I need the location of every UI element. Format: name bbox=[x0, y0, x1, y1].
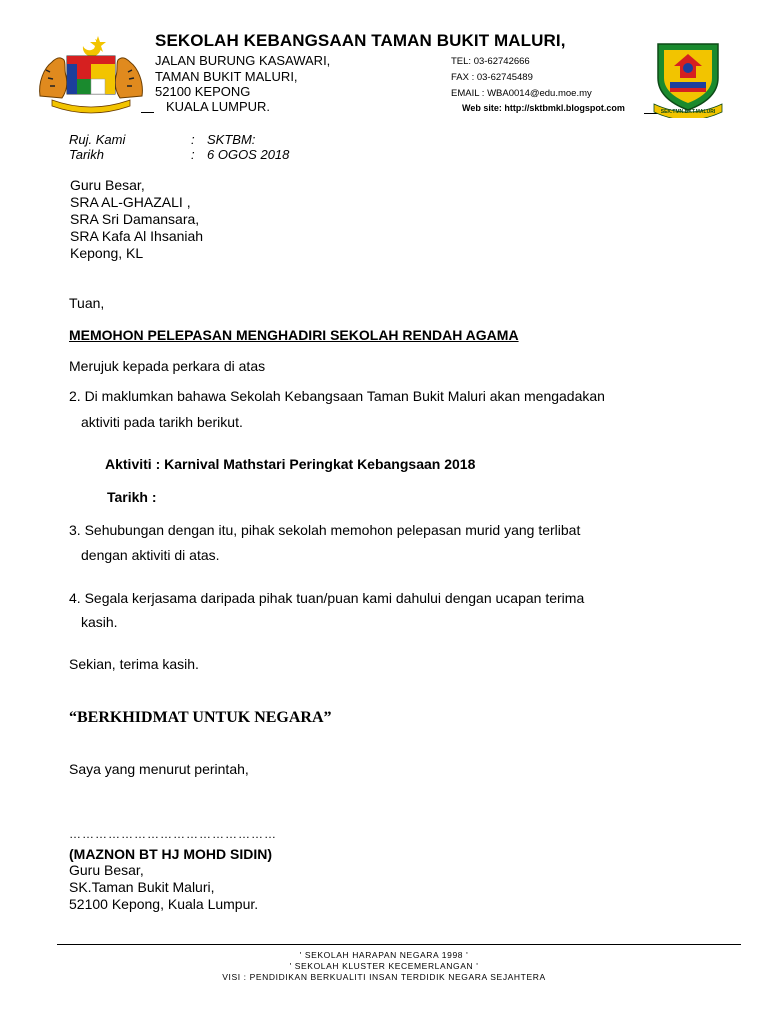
paragraph-1: Merujuk kepada perkara di atas bbox=[69, 358, 266, 374]
signatory-name: (MAZNON BT HJ MOHD SIDIN) bbox=[69, 846, 272, 862]
signatory-location: 52100 Kepong, Kuala Lumpur. bbox=[69, 896, 259, 912]
telephone: TEL: 03-62742666 bbox=[451, 56, 530, 67]
ref-label: Ruj. Kami bbox=[69, 132, 126, 147]
signature-intro: Saya yang menurut perintah, bbox=[69, 761, 249, 777]
signatory-school: SK.Taman Bukit Maluri, bbox=[69, 879, 215, 895]
paragraph-2-line-1: 2. Di maklumkan bahawa Sekolah Kebangsaan Taman Bukit Maluri akan mengadakan bbox=[69, 388, 605, 404]
school-crest-logo bbox=[652, 38, 724, 118]
paragraph-2-line-2: aktiviti pada tarikh berikut. bbox=[81, 414, 243, 430]
school-name: SEKOLAH KEBANGSAAN TAMAN BUKIT MALURI, bbox=[155, 31, 566, 50]
activity-date-line: Tarikh : bbox=[107, 489, 157, 505]
malaysia-coat-of-arms-logo bbox=[36, 34, 146, 114]
closing-remark: Sekian, terima kasih. bbox=[69, 656, 199, 672]
signature-dotted-line: ………………………………………… bbox=[69, 827, 277, 841]
paragraph-4-line-1: 4. Segala kerjasama daripada pihak tuan/puan kami dahului dengan ucapan terima bbox=[69, 590, 585, 606]
activity-line: Aktiviti : Karnival Mathstari Peringkat Kebangsaan 2018 bbox=[105, 456, 476, 472]
paragraph-3-line-2: dengan aktiviti di atas. bbox=[81, 547, 220, 563]
ref-value: SKTBM: bbox=[207, 132, 256, 147]
recipient-line-2: SRA AL-GHAZALI , bbox=[70, 194, 191, 210]
address-line-2: TAMAN BUKIT MALURI, bbox=[155, 69, 298, 84]
address-line-3: 52100 KEPONG bbox=[155, 84, 251, 99]
date-label: Tarikh bbox=[69, 147, 104, 162]
footer-line-3: VISI : PENDIDIKAN BERKUALITI INSAN TERDIDIK NEGARA SEJAHTERA bbox=[222, 972, 546, 982]
address-line-4: KUALA LUMPUR. bbox=[166, 99, 271, 114]
signatory-title: Guru Besar, bbox=[69, 862, 144, 878]
footer-line-1: ' SEKOLAH HARAPAN NEGARA 1998 ' bbox=[299, 950, 469, 960]
school-crest-scroll-text: SEK.TMN.BKT.MALURI bbox=[660, 109, 716, 115]
recipient-line-3: SRA Sri Damansara, bbox=[70, 211, 200, 227]
date-value: 6 OGOS 2018 bbox=[207, 147, 290, 162]
footer-line-2: ' SEKOLAH KLUSTER KECEMERLANGAN ' bbox=[289, 961, 479, 971]
recipient-line-1: Guru Besar, bbox=[70, 177, 145, 193]
address-line-1: JALAN BURUNG KASAWARI, bbox=[155, 53, 331, 68]
salutation: Tuan, bbox=[69, 295, 105, 311]
footer-divider bbox=[57, 944, 741, 945]
fax: FAX : 03-62745489 bbox=[451, 72, 533, 83]
date-colon: : bbox=[191, 147, 195, 162]
paragraph-3-line-1: 3. Sehubungan dengan itu, pihak sekolah memohon pelepasan murid yang terlibat bbox=[69, 522, 581, 538]
recipient-line-5: Kepong, KL bbox=[70, 245, 144, 261]
ref-colon: : bbox=[191, 132, 195, 147]
website: Web site: http://sktbmkl.blogspot.com bbox=[462, 103, 625, 113]
recipient-line-4: SRA Kafa Al Ihsaniah bbox=[70, 228, 204, 244]
address-underline-stub bbox=[141, 112, 154, 113]
motto: “BERKHIDMAT UNTUK NEGARA” bbox=[69, 709, 332, 726]
paragraph-4-line-2: kasih. bbox=[81, 614, 118, 630]
subject: MEMOHON PELEPASAN MENGHADIRI SEKOLAH RENDAH AGAMA bbox=[69, 327, 519, 343]
email: EMAIL : WBA0014@edu.moe.my bbox=[451, 88, 592, 99]
